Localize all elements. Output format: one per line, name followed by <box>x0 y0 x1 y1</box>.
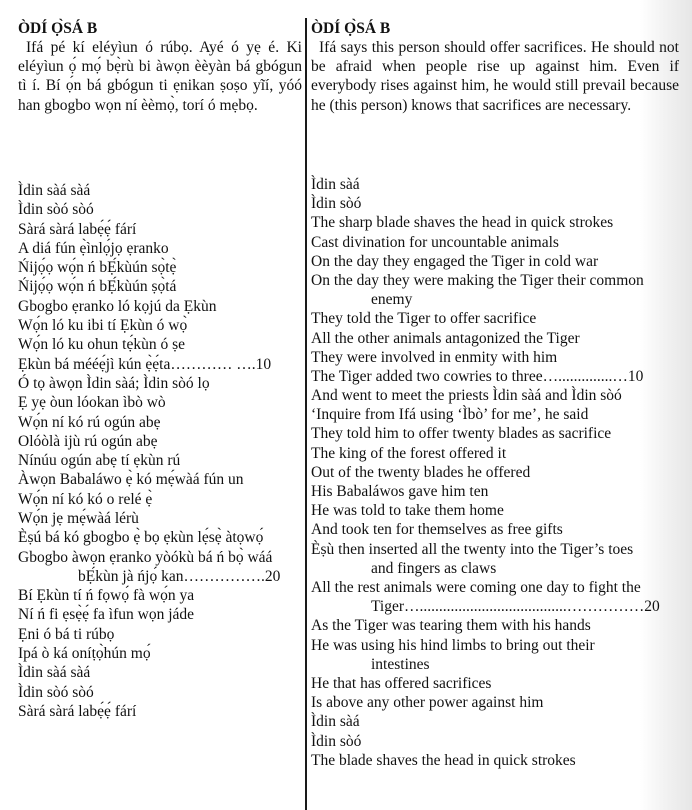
verse-text: Ìdin sàá sàá <box>18 664 91 682</box>
verse-text: Ńijọ́ọ wọ́n ń bẸ́kùún ṣọ̀tá <box>18 278 177 296</box>
verse-text: Wọ́n jẹ mẹ́wàá lérù <box>18 510 139 528</box>
verse-line <box>311 712 660 731</box>
verse-text: Ẹni ó bá ti rúbọ <box>18 625 115 643</box>
verse-line <box>18 393 280 412</box>
verse-text: On the day they were making the Tiger their common <box>311 271 644 289</box>
verse-text: Ó tọ àwọn Ìdin sàá; Ìdin sòó lọ <box>18 374 210 392</box>
verse-text: He was told to take them home <box>311 502 504 520</box>
verse-line <box>311 271 660 309</box>
verse-line <box>311 463 660 482</box>
verse-line <box>18 335 280 354</box>
verse-line <box>311 674 660 693</box>
verse-line <box>18 548 280 586</box>
verse-text: Cast divination for uncountable animals <box>311 233 559 251</box>
verse-line <box>311 751 660 770</box>
verse-line <box>311 175 660 194</box>
verse-line <box>18 432 280 451</box>
verse-text: He that has offered sacrifices <box>311 674 492 692</box>
verse-text: The Tiger added two cowries to three…..............…10 <box>311 367 644 385</box>
verse-line <box>18 277 280 296</box>
verse-continuation: Tiger…......................................……………20 <box>371 598 660 616</box>
verse-text: All the other animals antagonized the Tiger <box>311 329 580 347</box>
verse-line <box>311 636 660 674</box>
verse-text: A diá fún ẹ̀ìnlọ́jọ ẹranko <box>18 239 169 257</box>
verse-line <box>18 586 280 605</box>
english-title: ÒDÍ Ọ̀SÁ B <box>311 20 391 37</box>
verse-line <box>18 220 280 239</box>
verse-line <box>311 252 660 271</box>
verse-text: Ńijọ́ọ wọ́n ń bẸ́kùún sọ̀tẹ̀ <box>18 259 177 277</box>
english-verse-list <box>311 175 660 770</box>
verse-text: Àwọn Babaláwo ẹ̀ kó mẹ́wàá fún un <box>18 471 244 489</box>
verse-line <box>18 663 280 682</box>
verse-text: And went to meet the priests Ìdin sàá and Ìdin sòó <box>311 387 622 405</box>
verse-text: Wọ́n ló ku ohun tẹ́kùn ó ṣe <box>18 336 186 354</box>
verse-line <box>18 413 280 432</box>
verse-line <box>311 386 660 405</box>
verse-line <box>18 181 280 200</box>
verse-text: Ẹkùn bá mééẹ́jì kún ẹ̀ẹ́ta………… ….10 <box>18 355 272 373</box>
verse-continuation: and fingers as claws <box>371 559 497 577</box>
column-divider <box>305 18 307 810</box>
verse-text: Ìdin sòó <box>311 195 362 213</box>
yoruba-intro: Ifá pé kí eléyìun ó rúbọ. Ayé ó yẹ é. Ki eléyìun ọ́ mọ́ bẹ̀rù bi àwọn èèyàn bá gbógun tì í. Bí ọ́n bá gbógun ti ẹnikan ṣoṣo yĩí, yóó han gbogbo wọn ní èèmọ̀, torí ó mẹbọ. <box>18 39 302 114</box>
verse-text: As the Tiger was tearing them with his hands <box>311 617 591 635</box>
verse-line <box>18 528 280 547</box>
english-intro: Ifá says this person should offer sacrifices. He should not be afraid when people rise up against him. Even if everybody rises against him, he would still prevail because he (this person) knows that sacrifices are necessary. <box>311 39 679 114</box>
verse-line <box>18 316 280 335</box>
verse-line <box>18 374 280 393</box>
verse-text: Olóòlà ijù rú ogún abẹ <box>18 432 158 450</box>
verse-text: Sàrá sàrá labẹ́ẹ́ fárí <box>18 220 137 238</box>
verse-text: Wọ́n ló ku ibi tí Ẹkùn ó wọ̀ <box>18 317 188 335</box>
verse-text: Ní ń fi ẹsẹ̀ẹ́ fa ìfun wọn jáde <box>18 606 195 624</box>
verse-text: Èṣú bá kó gbogbo ẹ̀ bọ ẹkùn lẹ́sẹ̀ àtọwọ́ <box>18 529 264 547</box>
verse-line <box>18 644 280 663</box>
verse-line <box>311 329 660 348</box>
verse-line <box>18 683 280 702</box>
verse-line <box>18 258 280 277</box>
verse-line <box>311 424 660 443</box>
verse-line <box>311 616 660 635</box>
verse-text: Gbogbo ẹranko ló kọjú da Ẹkùn <box>18 297 217 315</box>
verse-text: Wọ́n ní kó rú ogún abẹ <box>18 413 161 431</box>
verse-text: They were involved in enmity with him <box>311 348 558 366</box>
verse-line <box>18 490 280 509</box>
verse-text: The sharp blade shaves the head in quick strokes <box>311 214 614 232</box>
verse-text: Wọ́n ní kó kó o relé ẹ̀ <box>18 490 153 508</box>
verse-line <box>311 732 660 751</box>
verse-text: Ipá ò ká oníṭọ̀hún mọ́ <box>18 644 151 662</box>
verse-line <box>18 605 280 624</box>
verse-text: On the day they engaged the Tiger in cold war <box>311 252 599 270</box>
verse-line <box>18 200 280 219</box>
verse-text: Ìdin sàá <box>311 713 360 731</box>
verse-line <box>311 367 660 386</box>
verse-text: And took ten for themselves as free gifts <box>311 521 563 539</box>
verse-text: Sàrá sàrá labẹ́ẹ́ fárí <box>18 702 137 720</box>
verse-text: Bí Ẹkùn tí ń fọwọ́ fà wọ́n ya <box>18 587 195 605</box>
verse-line <box>18 470 280 489</box>
verse-text: The blade shaves the head in quick strokes <box>311 751 576 769</box>
verse-text: ‘Inquire from Ifá using ‘Ìbò’ for me’, he said <box>311 406 589 424</box>
verse-text: They told the Tiger to offer sacrifice <box>311 310 537 328</box>
verse-text: His Babaláwos gave him ten <box>311 483 489 501</box>
verse-line <box>311 520 660 539</box>
verse-text: Ìdin sòó sòó <box>18 201 94 219</box>
yoruba-column <box>18 0 302 720</box>
verse-line <box>311 444 660 463</box>
verse-text: Is above any other power against him <box>311 694 544 712</box>
verse-line <box>18 355 280 374</box>
verse-text: Ìdin sòó sòó <box>18 683 94 701</box>
verse-line <box>311 405 660 424</box>
verse-line <box>311 540 660 578</box>
verse-text: The king of the forest offered it <box>311 444 507 462</box>
verse-line <box>311 309 660 328</box>
verse-line <box>311 194 660 213</box>
verse-text: Èṣù then inserted all the twenty into the Tiger’s toes <box>311 540 634 558</box>
verse-text: Ìdin sàá <box>311 176 360 193</box>
verse-line <box>311 213 660 232</box>
verse-line <box>18 239 280 258</box>
verse-text: Out of the twenty blades he offered <box>311 463 531 481</box>
verse-line <box>18 509 280 528</box>
verse-text: Nínúu ogún abẹ tí ẹkùn rú <box>18 452 181 470</box>
verse-text: He was using his hind limbs to bring out their <box>311 636 595 654</box>
verse-line <box>311 482 660 501</box>
verse-line <box>18 702 280 721</box>
english-column <box>311 0 679 769</box>
verse-text: They told him to offer twenty blades as sacrifice <box>311 425 612 443</box>
verse-continuation: bẸ́kùn jà ńjọ́ kan…………….20 <box>78 567 281 585</box>
verse-text: Ẹ yẹ òun lóokan ìbò wò <box>18 394 166 412</box>
verse-line <box>18 297 280 316</box>
verse-line <box>311 693 660 712</box>
verse-text: All the rest animals were coming one day to fight the <box>311 578 641 596</box>
verse-text: Ìdin sòó <box>311 732 362 750</box>
verse-continuation: enemy <box>371 291 413 309</box>
verse-line <box>18 451 280 470</box>
verse-text: Ìdin sàá sàá <box>18 182 91 199</box>
verse-line <box>311 233 660 252</box>
yoruba-verse-list <box>18 181 280 721</box>
verse-line <box>18 625 280 644</box>
verse-line <box>311 578 660 616</box>
verse-continuation: intestines <box>371 655 430 673</box>
verse-line <box>311 348 660 367</box>
verse-line <box>311 501 660 520</box>
verse-text: Gbogbo àwọn ẹranko yòókù bá ń bọ̀ wáá <box>18 548 273 566</box>
yoruba-title: ÒDÍ Ọ̀SÁ B <box>18 20 98 37</box>
